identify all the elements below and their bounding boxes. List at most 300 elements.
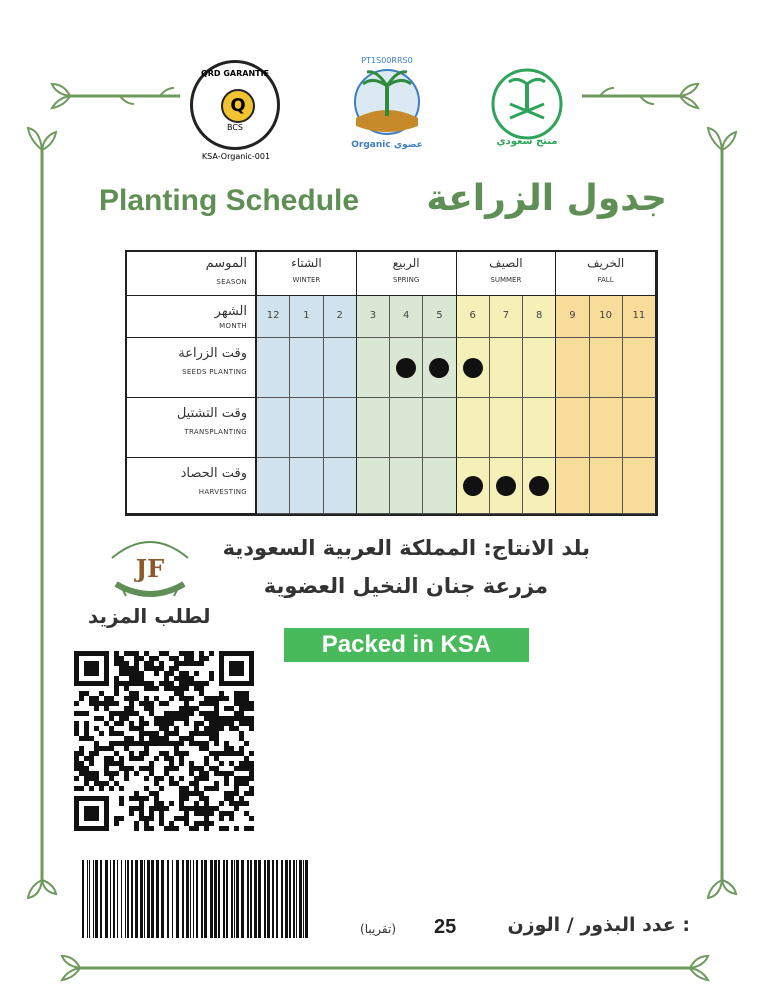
qr-module xyxy=(189,656,194,661)
qr-module xyxy=(189,731,194,736)
qr-module xyxy=(114,751,119,756)
qr-module xyxy=(164,711,169,716)
qr-module xyxy=(174,751,179,756)
qr-module xyxy=(169,681,174,686)
qr-module xyxy=(174,691,179,696)
qrd-letter: Q xyxy=(221,89,255,123)
qr-module xyxy=(224,696,229,701)
qr-module xyxy=(169,781,174,786)
qr-module xyxy=(204,816,209,821)
qr-module xyxy=(104,721,109,726)
month-number: 10 xyxy=(599,310,612,321)
activity-cell xyxy=(523,458,556,514)
qr-module xyxy=(79,771,84,776)
barcode-bar xyxy=(196,860,198,938)
qr-module xyxy=(129,811,134,816)
barcode-bar xyxy=(176,860,179,938)
qr-module xyxy=(249,716,254,721)
qr-module xyxy=(94,741,99,746)
month-cell xyxy=(423,296,456,338)
qr-module xyxy=(219,811,224,816)
qr-module xyxy=(124,651,129,656)
schedule-dot xyxy=(529,476,549,496)
qr-module xyxy=(109,786,114,791)
qr-module xyxy=(239,716,244,721)
qr-module xyxy=(219,751,224,756)
qr-module xyxy=(109,696,114,701)
qr-module xyxy=(239,721,244,726)
qr-code[interactable] xyxy=(74,648,254,834)
activity-label-en: SEEDS PLANTING xyxy=(182,368,247,376)
qr-module xyxy=(134,756,139,761)
qr-module xyxy=(184,786,189,791)
month-number: 6 xyxy=(469,310,476,321)
barcode-bar xyxy=(293,860,295,938)
qr-module xyxy=(159,661,164,666)
qr-module xyxy=(199,721,204,726)
qr-module xyxy=(204,696,209,701)
qr-module xyxy=(164,771,169,776)
qr-module xyxy=(114,816,119,821)
qr-module xyxy=(174,746,179,751)
qr-module xyxy=(194,776,199,781)
qr-module xyxy=(99,786,104,791)
barcode-bar xyxy=(218,860,220,938)
qr-module xyxy=(189,736,194,741)
qr-module xyxy=(184,721,189,726)
qr-module xyxy=(144,826,149,831)
barcode-bar xyxy=(272,860,274,938)
qr-module xyxy=(199,776,204,781)
qr-module xyxy=(249,771,254,776)
activity-cell xyxy=(357,338,390,398)
qr-module xyxy=(144,686,149,691)
barcode-bar xyxy=(100,860,102,938)
qr-module xyxy=(109,716,114,721)
qr-module xyxy=(194,806,199,811)
qr-module xyxy=(94,696,99,701)
qr-module xyxy=(234,806,239,811)
qr-module xyxy=(99,731,104,736)
qr-module xyxy=(94,716,99,721)
qr-module xyxy=(229,716,234,721)
qr-module xyxy=(114,731,119,736)
qr-module xyxy=(134,666,139,671)
qr-module xyxy=(74,711,79,716)
qr-module xyxy=(114,711,119,716)
barcode-bar xyxy=(156,860,159,938)
qr-module xyxy=(184,651,189,656)
qr-module xyxy=(74,776,79,781)
qr-module xyxy=(209,721,214,726)
qr-module xyxy=(114,651,119,656)
qr-module xyxy=(154,656,159,661)
qr-module xyxy=(79,786,84,791)
qr-module xyxy=(139,816,144,821)
activity-cell xyxy=(523,338,556,398)
qr-module xyxy=(219,801,224,806)
qr-module xyxy=(224,796,229,801)
qr-module xyxy=(209,716,214,721)
qr-finder-core xyxy=(84,661,99,676)
qr-module xyxy=(189,761,194,766)
season-header-en: SEASON xyxy=(216,278,247,286)
qr-module xyxy=(109,711,114,716)
qr-module xyxy=(89,786,94,791)
qr-module xyxy=(99,701,104,706)
qr-module xyxy=(184,676,189,681)
qr-module xyxy=(139,681,144,686)
qr-module xyxy=(234,786,239,791)
barcode-bar xyxy=(204,860,207,938)
qr-module xyxy=(199,811,204,816)
qr-module xyxy=(139,721,144,726)
qr-module xyxy=(154,736,159,741)
month-cell xyxy=(623,296,656,338)
qr-module xyxy=(199,741,204,746)
activity-label-ar: وقت التشتيل xyxy=(176,406,247,421)
qr-module xyxy=(174,661,179,666)
qr-module xyxy=(139,736,144,741)
barcode-bar xyxy=(161,860,164,938)
qr-module xyxy=(149,701,154,706)
season-name-en: FALL xyxy=(597,276,614,284)
qr-module xyxy=(144,816,149,821)
qr-module xyxy=(244,776,249,781)
qr-module xyxy=(224,826,229,831)
qr-module xyxy=(124,666,129,671)
qr-module xyxy=(109,746,114,751)
qr-module xyxy=(229,746,234,751)
qr-module xyxy=(209,736,214,741)
qr-module xyxy=(244,691,249,696)
barcode-bar xyxy=(193,860,194,938)
qr-module xyxy=(209,766,214,771)
qr-module xyxy=(164,736,169,741)
qr-module xyxy=(84,726,89,731)
qr-module xyxy=(244,696,249,701)
activity-label-ar: وقت الزراعة xyxy=(178,346,247,361)
barcode-bar xyxy=(299,860,302,938)
month-number: 7 xyxy=(502,310,510,321)
month-number: 4 xyxy=(402,310,410,321)
qr-module xyxy=(124,681,129,686)
qr-module xyxy=(214,696,219,701)
qr-module xyxy=(224,781,229,786)
qr-module xyxy=(139,766,144,771)
month-number: 11 xyxy=(632,310,646,321)
page-title xyxy=(95,178,685,228)
qr-module xyxy=(99,716,104,721)
qr-module xyxy=(154,791,159,796)
qr-module xyxy=(79,761,84,766)
qr-module xyxy=(194,811,199,816)
qr-module xyxy=(124,716,129,721)
qr-module xyxy=(164,686,169,691)
qrd-ring-top: QRD GARANTIE xyxy=(200,69,270,78)
activity-cell xyxy=(556,458,589,514)
month-cell xyxy=(257,296,290,338)
qr-module xyxy=(184,716,189,721)
qr-module xyxy=(199,711,204,716)
qr-module xyxy=(149,656,154,661)
qr-module xyxy=(209,821,214,826)
qr-module xyxy=(249,701,254,706)
qr-module xyxy=(179,751,184,756)
qr-module xyxy=(159,721,164,726)
qr-module xyxy=(149,771,154,776)
activity-cell xyxy=(423,338,456,398)
qr-module xyxy=(204,716,209,721)
qr-module xyxy=(209,811,214,816)
barcode-bar xyxy=(87,860,88,938)
qr-module xyxy=(229,751,234,756)
season-name-en: SPRING xyxy=(392,276,420,284)
qr-module xyxy=(164,726,169,731)
qr-module xyxy=(224,751,229,756)
qr-module xyxy=(204,701,209,706)
qr-module xyxy=(219,826,224,831)
qr-module xyxy=(134,771,139,776)
qr-module xyxy=(209,651,214,656)
qr-module xyxy=(144,776,149,781)
qr-module xyxy=(159,806,164,811)
qr-module xyxy=(229,721,234,726)
weight-value: 25 xyxy=(434,916,457,938)
qr-module xyxy=(114,781,119,786)
qr-module xyxy=(79,746,84,751)
qr-module xyxy=(174,741,179,746)
qr-module xyxy=(169,716,174,721)
qr-module xyxy=(174,666,179,671)
organic-logo xyxy=(344,56,430,152)
qr-module xyxy=(144,706,149,711)
qr-module xyxy=(109,756,114,761)
qr-module xyxy=(224,721,229,726)
qr-module xyxy=(249,761,254,766)
qr-module xyxy=(154,686,159,691)
barcode-bar xyxy=(234,860,235,938)
qr-module xyxy=(119,731,124,736)
qr-module xyxy=(154,781,159,786)
activity-cell xyxy=(357,398,390,458)
barcode-bar xyxy=(93,860,94,938)
qr-module xyxy=(119,766,124,771)
qr-module xyxy=(204,786,209,791)
qr-module xyxy=(144,661,149,666)
qr-module xyxy=(169,741,174,746)
qr-module xyxy=(159,681,164,686)
qr-module xyxy=(214,736,219,741)
qr-module xyxy=(189,826,194,831)
qr-module xyxy=(169,666,174,671)
qr-module xyxy=(94,776,99,781)
qr-module xyxy=(84,731,89,736)
activity-cell xyxy=(490,398,523,458)
qr-module xyxy=(214,806,219,811)
month-number: 1 xyxy=(303,310,310,321)
qr-module xyxy=(219,691,224,696)
qr-module xyxy=(154,666,159,671)
qr-module xyxy=(129,751,134,756)
qr-module xyxy=(139,806,144,811)
qr-module xyxy=(244,781,249,786)
qr-module xyxy=(119,741,124,746)
qr-module xyxy=(139,811,144,816)
qr-module xyxy=(84,781,89,786)
qr-module xyxy=(249,826,254,831)
qr-module xyxy=(209,751,214,756)
qr-module xyxy=(139,726,144,731)
barcode-bar xyxy=(223,860,225,938)
qr-module xyxy=(179,706,184,711)
qr-module xyxy=(194,721,199,726)
qr-module xyxy=(104,781,109,786)
qr-module xyxy=(179,806,184,811)
qr-module xyxy=(184,816,189,821)
qr-module xyxy=(234,751,239,756)
qr-module xyxy=(154,741,159,746)
activity-cell xyxy=(257,398,290,458)
qr-module xyxy=(129,726,134,731)
activity-cell xyxy=(290,398,323,458)
qr-module xyxy=(199,661,204,666)
qr-module xyxy=(129,651,134,656)
qr-module xyxy=(79,766,84,771)
qr-module xyxy=(79,691,84,696)
qr-module xyxy=(89,771,94,776)
activity-label-0 xyxy=(127,338,257,398)
qr-module xyxy=(164,651,169,656)
qr-module xyxy=(239,706,244,711)
qr-module xyxy=(219,761,224,766)
qr-module xyxy=(124,736,129,741)
qr-module xyxy=(169,821,174,826)
season-1 xyxy=(357,252,457,296)
qr-module xyxy=(234,701,239,706)
qr-module xyxy=(119,816,124,821)
qr-module xyxy=(219,726,224,731)
qr-module xyxy=(144,751,149,756)
qr-module xyxy=(84,691,89,696)
activity-cell xyxy=(423,458,456,514)
qr-module xyxy=(144,731,149,736)
qr-module xyxy=(74,751,79,756)
qr-module xyxy=(224,811,229,816)
qr-module xyxy=(79,736,84,741)
qr-module xyxy=(189,766,194,771)
barcode-bar xyxy=(182,860,184,938)
qr-module xyxy=(119,756,124,761)
qr-module xyxy=(159,801,164,806)
qr-module xyxy=(204,761,209,766)
qr-module xyxy=(74,731,79,736)
farm-logo xyxy=(102,528,198,606)
qr-module xyxy=(104,771,109,776)
qr-module xyxy=(179,786,184,791)
qr-module xyxy=(149,731,154,736)
month-cell xyxy=(523,296,556,338)
month-cell xyxy=(457,296,490,338)
saudi-product-logo xyxy=(482,64,572,154)
activity-cell xyxy=(324,398,357,458)
qr-module xyxy=(194,661,199,666)
qr-module xyxy=(184,751,189,756)
qr-module xyxy=(139,796,144,801)
qr-module xyxy=(184,821,189,826)
qr-module xyxy=(129,676,134,681)
barcode-bar xyxy=(250,860,252,938)
barcode-bar xyxy=(125,860,126,938)
qr-module xyxy=(214,716,219,721)
qr-module xyxy=(114,661,119,666)
qr-module xyxy=(184,796,189,801)
qr-module xyxy=(194,726,199,731)
qr-module xyxy=(174,656,179,661)
qr-module xyxy=(124,746,129,751)
qr-module xyxy=(164,721,169,726)
qr-module xyxy=(204,746,209,751)
qr-module xyxy=(234,711,239,716)
qr-module xyxy=(129,696,134,701)
qr-module xyxy=(144,681,149,686)
qr-module xyxy=(179,686,184,691)
qr-module xyxy=(139,676,144,681)
qr-module xyxy=(239,736,244,741)
qr-module xyxy=(159,821,164,826)
qr-module xyxy=(124,741,129,746)
season-header-ar: الموسم xyxy=(205,256,247,271)
qr-module xyxy=(164,806,169,811)
qr-module xyxy=(224,791,229,796)
qr-module xyxy=(109,701,114,706)
activity-cell xyxy=(390,458,423,514)
qr-module xyxy=(194,741,199,746)
qr-module xyxy=(124,696,129,701)
qr-module xyxy=(84,721,89,726)
qr-module xyxy=(124,661,129,666)
barcode-bar xyxy=(144,860,145,938)
qr-module xyxy=(164,701,169,706)
qr-module xyxy=(124,766,129,771)
season-0 xyxy=(257,252,357,296)
qr-module xyxy=(114,771,119,776)
qr-module xyxy=(244,701,249,706)
qr-module xyxy=(114,701,119,706)
qr-module xyxy=(244,811,249,816)
qr-module xyxy=(229,761,234,766)
season-name-en: WINTER xyxy=(292,276,321,284)
qr-module xyxy=(249,726,254,731)
qr-module xyxy=(244,766,249,771)
qr-module xyxy=(124,776,129,781)
season-name-ar: الخريف xyxy=(587,256,625,270)
qr-module xyxy=(239,751,244,756)
qr-module xyxy=(129,766,134,771)
qr-module xyxy=(114,691,119,696)
qr-module xyxy=(174,686,179,691)
qr-module xyxy=(154,806,159,811)
qr-module xyxy=(184,681,189,686)
qr-finder-core xyxy=(229,661,244,676)
qr-module xyxy=(204,681,209,686)
qr-module xyxy=(169,686,174,691)
qr-module xyxy=(144,786,149,791)
month-cell xyxy=(556,296,589,338)
month-cell xyxy=(590,296,623,338)
qr-module xyxy=(134,656,139,661)
qr-module xyxy=(244,721,249,726)
